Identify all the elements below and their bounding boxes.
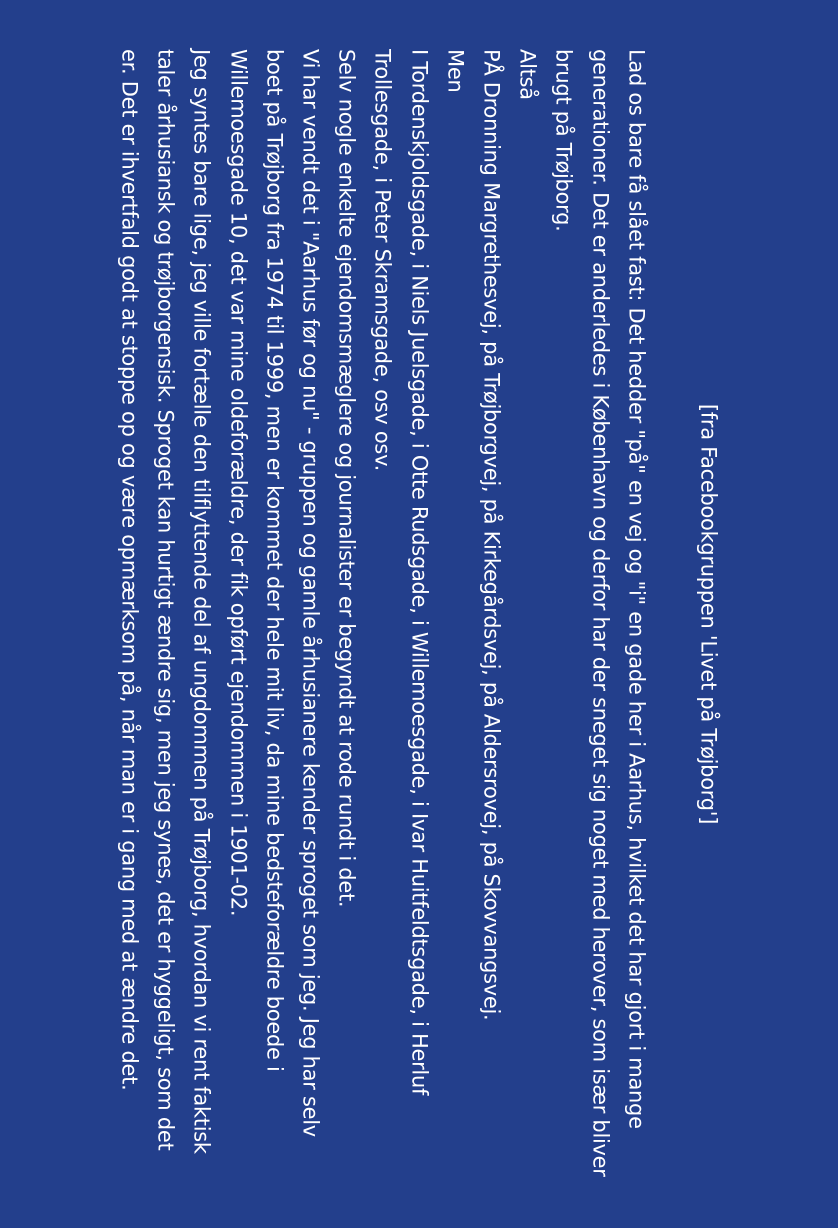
paragraph-aarhus-foer-og-nu: Vi har vendt det i "Aarhus før og nu" - gruppen og gamle århusianere kender sproget som jeg. Jeg har selv boet på Trøjborg fra 1974 til 1999, men er kommet der hele mit liv, da mine bedsteforældre boede i Willemoesgade 10, det var mine oldeforældre, der fik opført ejendommen i 1901-02. bbox=[226, 49, 323, 1137]
paragraph-men: Men bbox=[443, 49, 468, 93]
paragraph-maeglere: Selv nogle enkelte ejendomsmæglere og journalister er begyndt at rode rundt i det. bbox=[334, 49, 359, 908]
paragraph-intro: Lad os bare få slået fast: Det hedder "på" en vej og "i" en gade her i Aarhus, hvilket det har gjort i mange generationer. Det er anderledes i København og derfor har der sneget sig noget med herover, som især bliver brugt på Trøjborg. bbox=[552, 49, 649, 1177]
document-heading: [fra Facebookgruppen 'Livet på Trøjborg'] bbox=[696, 403, 721, 825]
paragraph-afslutning: Jeg syntes bare lige, jeg ville fortælle den tilflyttende del af ungdommen på Trøjborg, hvordan vi rent faktisk taler århusiansk og trøjborgensisk. Sproget kan hurtigt ændre sig, men jeg synes, det er hyggeligt, som det er. Det er ihvertfald godt at stoppe op og være opmærksom på, når man er i gang med at ændre det. bbox=[117, 49, 214, 1154]
paragraph-altsaa: Altså bbox=[515, 49, 540, 100]
paragraph-paa-veje: PÅ Dronning Margrethesvej, på Trøjborgvej, på Kirkegårdsvej, på Aldersrovej, på Skovvangsvej. bbox=[479, 49, 504, 1021]
paragraph-i-gader: I Tordenskjoldsgade, i Niels Juelsgade, i Otte Rudsgade, i Willemoesgade, i Ivar Huitfeldtsgade, i Herluf Trollesgade, i Peter Skramsgade, osv osv. bbox=[371, 49, 432, 1096]
rotated-text-block bbox=[111, 49, 726, 1179]
